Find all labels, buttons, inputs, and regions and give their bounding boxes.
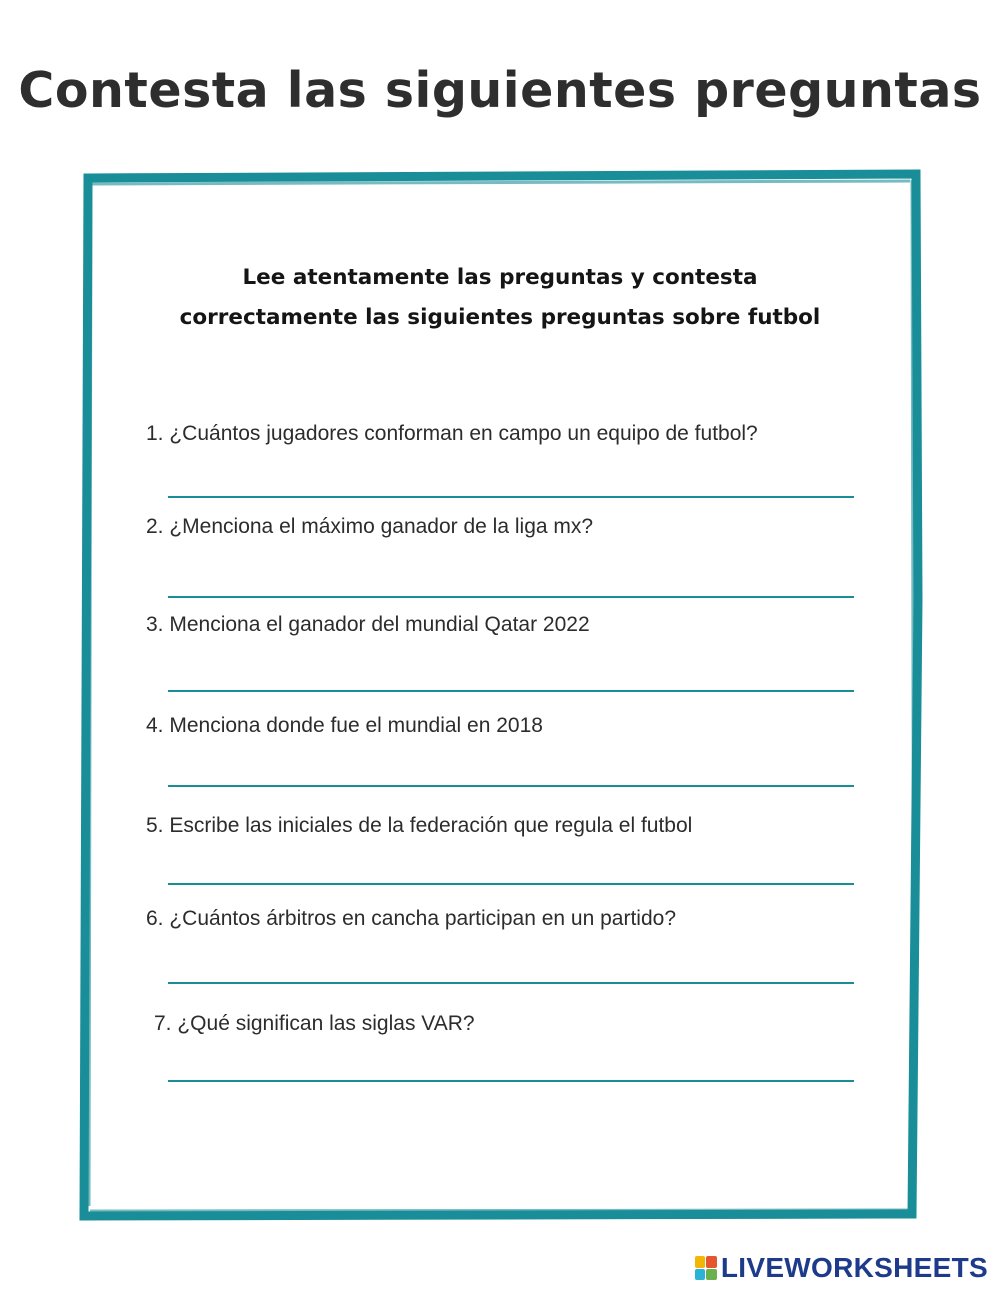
instructions-line-2: correctamente las siguientes preguntas sobre futbol	[179, 305, 821, 330]
question-1: 1. ¿Cuántos jugadores conforman en campo un equipo de futbol?	[146, 422, 758, 445]
liveworksheets-branding	[695, 1252, 988, 1284]
question-6: 6. ¿Cuántos árbitros en cancha participan en un partido?	[146, 907, 676, 930]
answer-line-2[interactable]	[168, 596, 854, 598]
answer-line-6[interactable]	[168, 982, 854, 984]
brand-name: LIVEWORKSHEETS	[720, 1252, 988, 1283]
answer-line-5[interactable]	[168, 883, 854, 885]
question-4: 4. Menciona donde fue el mundial en 2018	[146, 714, 543, 737]
answer-line-7[interactable]	[168, 1080, 854, 1082]
question-7: 7. ¿Qué significan las siglas VAR?	[154, 1012, 475, 1035]
answer-line-4[interactable]	[168, 785, 854, 787]
question-3: 3. Menciona el ganador del mundial Qatar 2022	[146, 613, 590, 636]
question-2: 2. ¿Menciona el máximo ganador de la liga mx?	[146, 515, 594, 538]
answer-line-3[interactable]	[168, 690, 854, 692]
liveworksheets-logo-icon	[695, 1256, 717, 1280]
page-title: Contesta las siguientes preguntas	[18, 62, 982, 119]
instructions	[100, 258, 900, 338]
answer-line-1[interactable]	[168, 496, 854, 498]
instructions-line-1: Lee atentamente las preguntas y contesta	[242, 265, 758, 290]
question-5: 5. Escribe las iniciales de la federación que regula el futbol	[146, 814, 693, 837]
